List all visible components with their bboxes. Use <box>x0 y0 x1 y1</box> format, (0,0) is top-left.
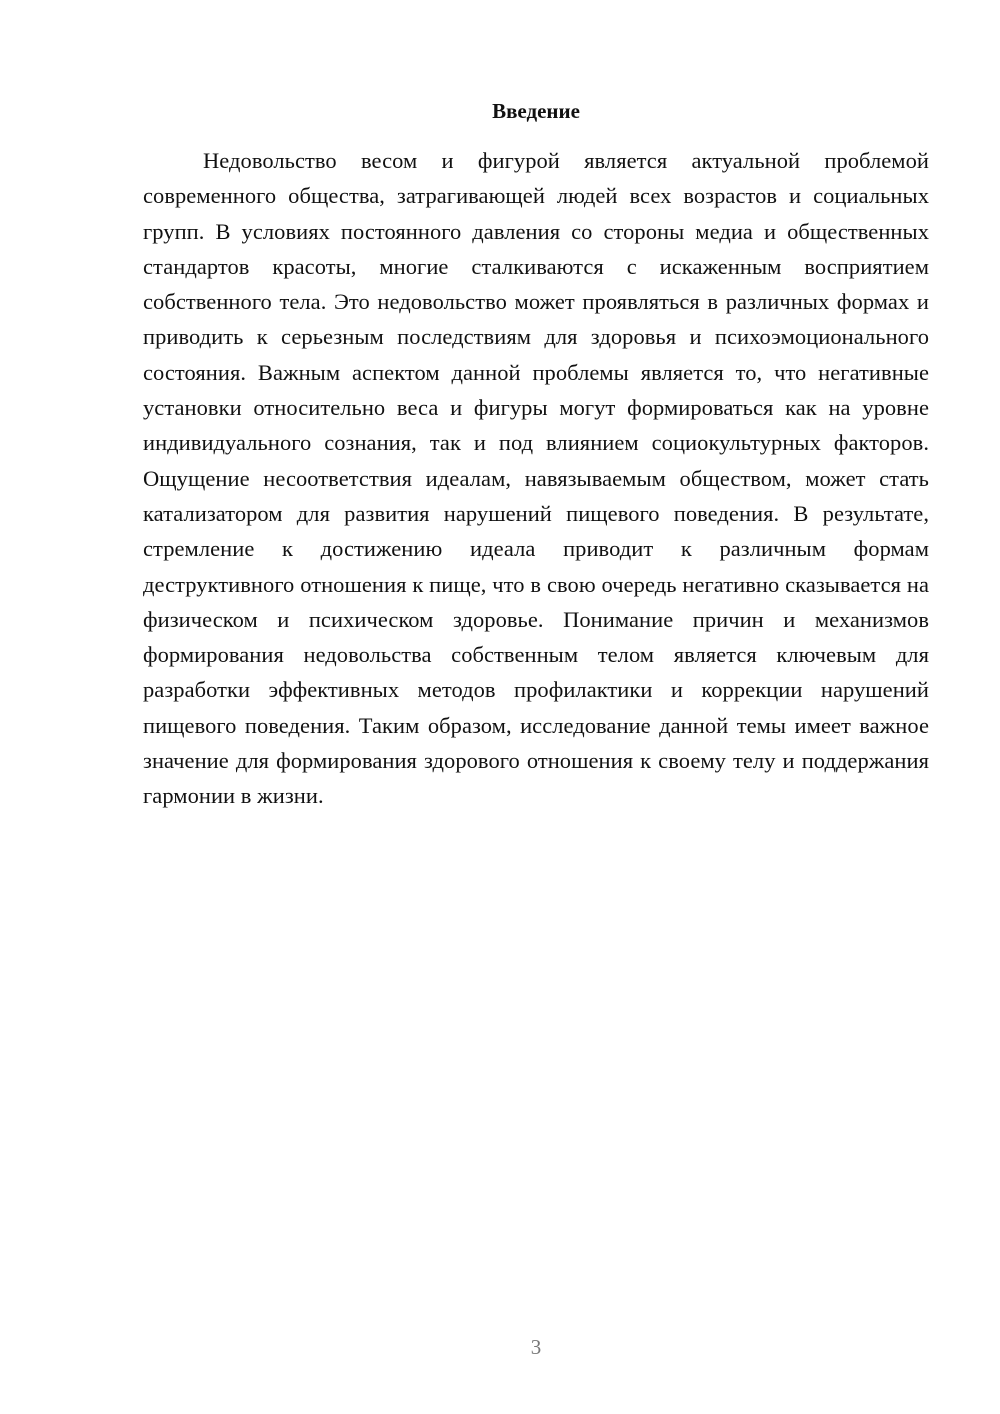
body-paragraph: Недовольство весом и фигурой является актуальной проблемой современного общества, затрагивающей людей всех возрастов и социальных групп. В условиях постоянного давления со стороны медиа и общественных стандартов красоты, многие сталкиваются с искаженным восприятием собственного тела. Это недовольство может проявляться в различных формах и приводить к серьезным последствиям для здоровья и психоэмоционального состояния. Важным аспектом данной проблемы является то, что негативные установки относительно веса и фигуры могут формироваться как на уровне индивидуального сознания, так и под влиянием социокультурных факторов. Ощущение несоответствия идеалам, навязываемым обществом, может стать катализатором для развития нарушений пищевого поведения. В результате, стремление к достижению идеала приводит к различным формам деструктивного отношения к пище, что в свою очередь негативно сказывается на физическом и психическом здоровье. Понимание причин и механизмов формирования недовольства собственным телом является ключевым для разработки эффективных методов профилактики и коррекции нарушений пищевого поведения. Таким образом, исследование данной темы имеет важное значение для формирования здорового отношения к своему телу и поддержания гармонии в жизни. <box>143 148 929 809</box>
page-number: 3 <box>530 1335 542 1359</box>
section-heading: Введение <box>492 99 580 123</box>
